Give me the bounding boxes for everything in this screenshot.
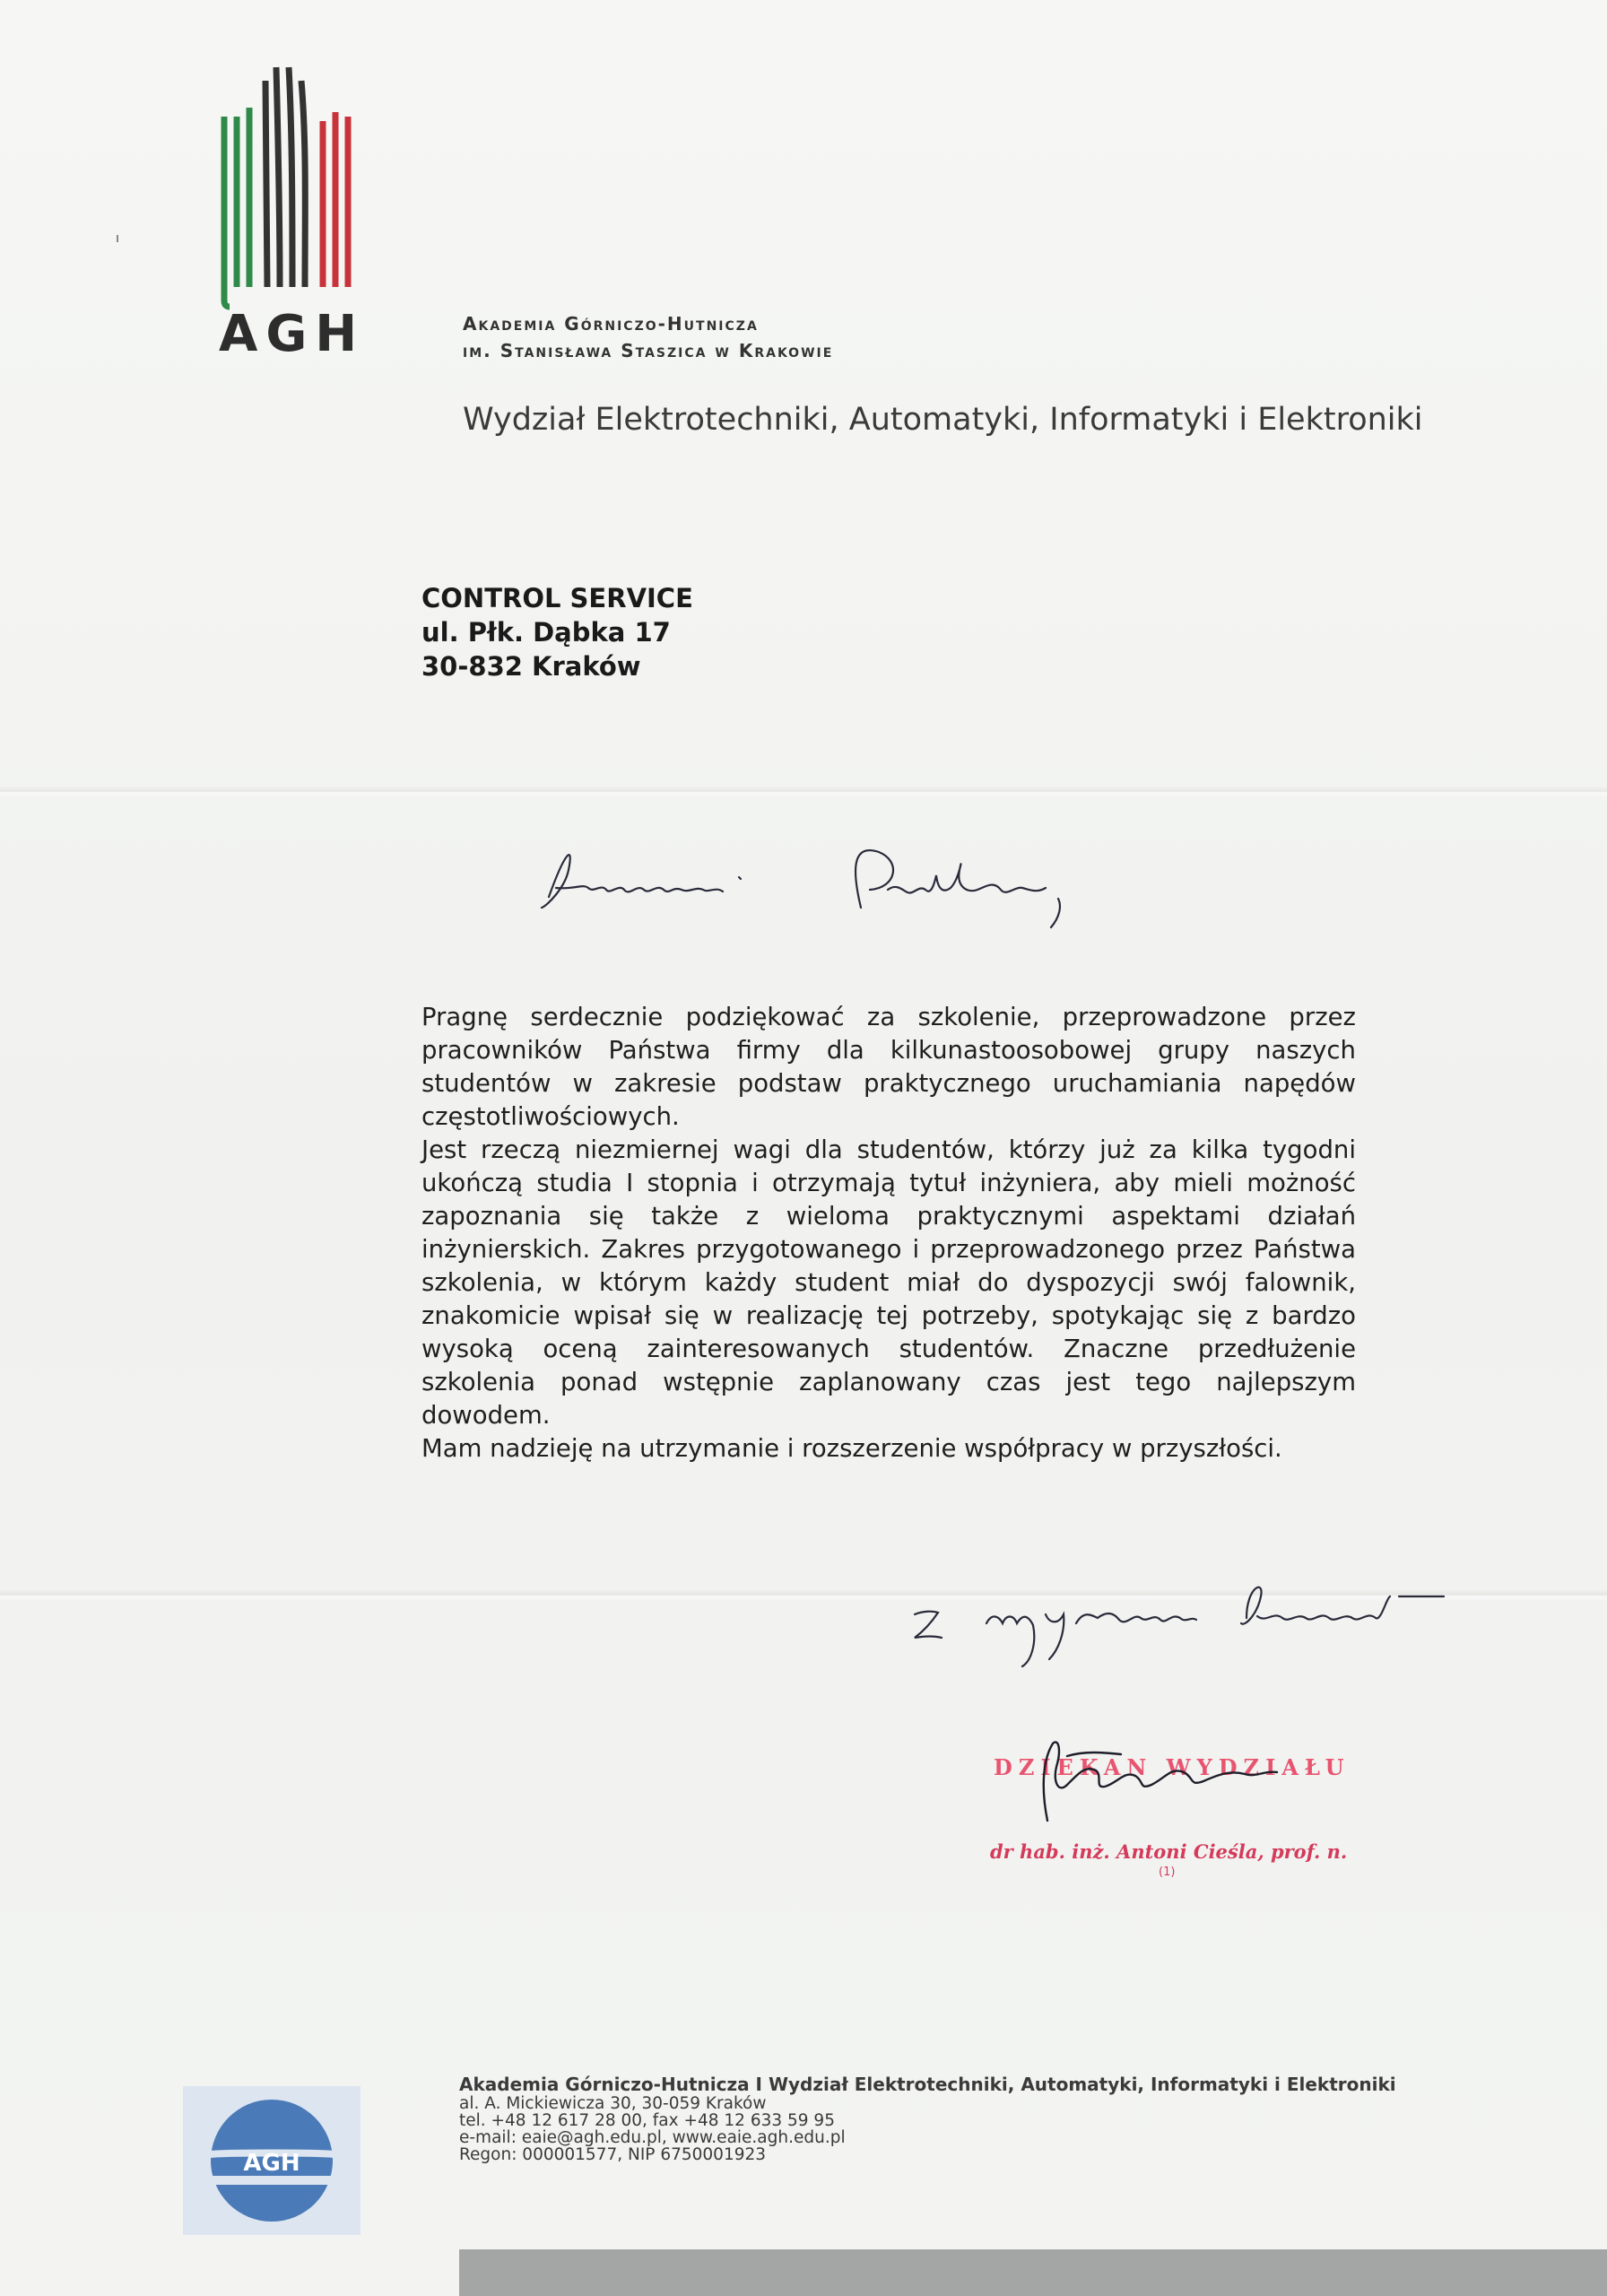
footer-logo-text: AGH xyxy=(243,2150,300,2177)
paper-fold xyxy=(0,786,1607,798)
recipient-address xyxy=(421,581,693,683)
recipient-city: 30-832 Kraków xyxy=(421,651,641,682)
stamp-signatory-name: dr hab. inż. Antoni Cieśla, prof. n. xyxy=(990,1840,1348,1863)
margin-mark xyxy=(117,235,118,242)
footer-email: e-mail: eaie@agh.edu.pl, www.eaie.agh.edu.pl xyxy=(459,2128,846,2147)
recipient-street: ul. Płk. Dąbka 17 xyxy=(421,617,671,648)
agh-logo-text: AGH xyxy=(219,305,366,363)
faculty-name: Wydział Elektrotechniki, Automatyki, Informatyki i Elektroniki xyxy=(463,402,1423,438)
signature-icon xyxy=(1031,1731,1300,1830)
university-name xyxy=(463,310,833,364)
agh-footer-logo-icon xyxy=(183,2086,360,2235)
body-paragraph-2: Jest rzeczą niezmiernej wagi dla studentów, którzy już za kilka tygodni ukończą studia I stopnia i otrzymają tytuł inżyniera, aby mieli możność zapoznania się także z wieloma praktycznymi aspektami działań inżynierskich. Zakres przygotowanego i przeprowadzonego przez Państwa szkolenia, w którym każdy student miał do dyspozycji swój falownik, znakomicie wpisał się w realizację tej potrzeby, spotykając się z bardzo wysoką oceną zainteresowanych studentów. Znaczne przedłużenie szkolenia ponad wstępnie zaplanowany czas jest tego najlepszym dowodem. xyxy=(421,1135,1356,1430)
footer-bar xyxy=(459,2249,1607,2296)
footer-address: al. A. Mickiewicza 30, 30-059 Kraków xyxy=(459,2094,767,2113)
university-name-line2: im. Stanisława Staszica w Krakowie xyxy=(463,340,834,361)
footer-contact xyxy=(459,2074,1396,2163)
stamp-title: DZIEKAN WYDZIAŁU xyxy=(994,1754,1351,1780)
handwritten-closing xyxy=(906,1561,1551,1668)
footer-regon: Regon: 000001577, NIP 6750001923 xyxy=(459,2145,767,2164)
footer-title: Akademia Górniczo-Hutnicza I Wydział Elektrotechniki, Automatyki, Informatyki i Elektroniki xyxy=(459,2074,1396,2095)
recipient-company: CONTROL SERVICE xyxy=(421,583,693,613)
university-name-line1: Akademia Górniczo-Hutnicza xyxy=(463,313,759,335)
body-paragraph-3: Mam nadzieję na utrzymanie i rozszerzenie współpracy w przyszłości. xyxy=(421,1434,1282,1463)
footer-phone: tel. +48 12 617 28 00, fax +48 12 633 59 95 xyxy=(459,2111,835,2130)
body-paragraph-1: Pragnę serdecznie podziękować za szkolenie, przeprowadzone przez pracowników Państwa firmy dla kilkunastoosobowej grupy naszych studentów w zakresie podstaw praktycznego uruchamiania napędów częstotliwościowych. xyxy=(421,1003,1356,1131)
letter-body xyxy=(421,1001,1356,1465)
stamp-number: (1) xyxy=(1159,1866,1176,1879)
handwritten-salutation xyxy=(538,834,1112,933)
